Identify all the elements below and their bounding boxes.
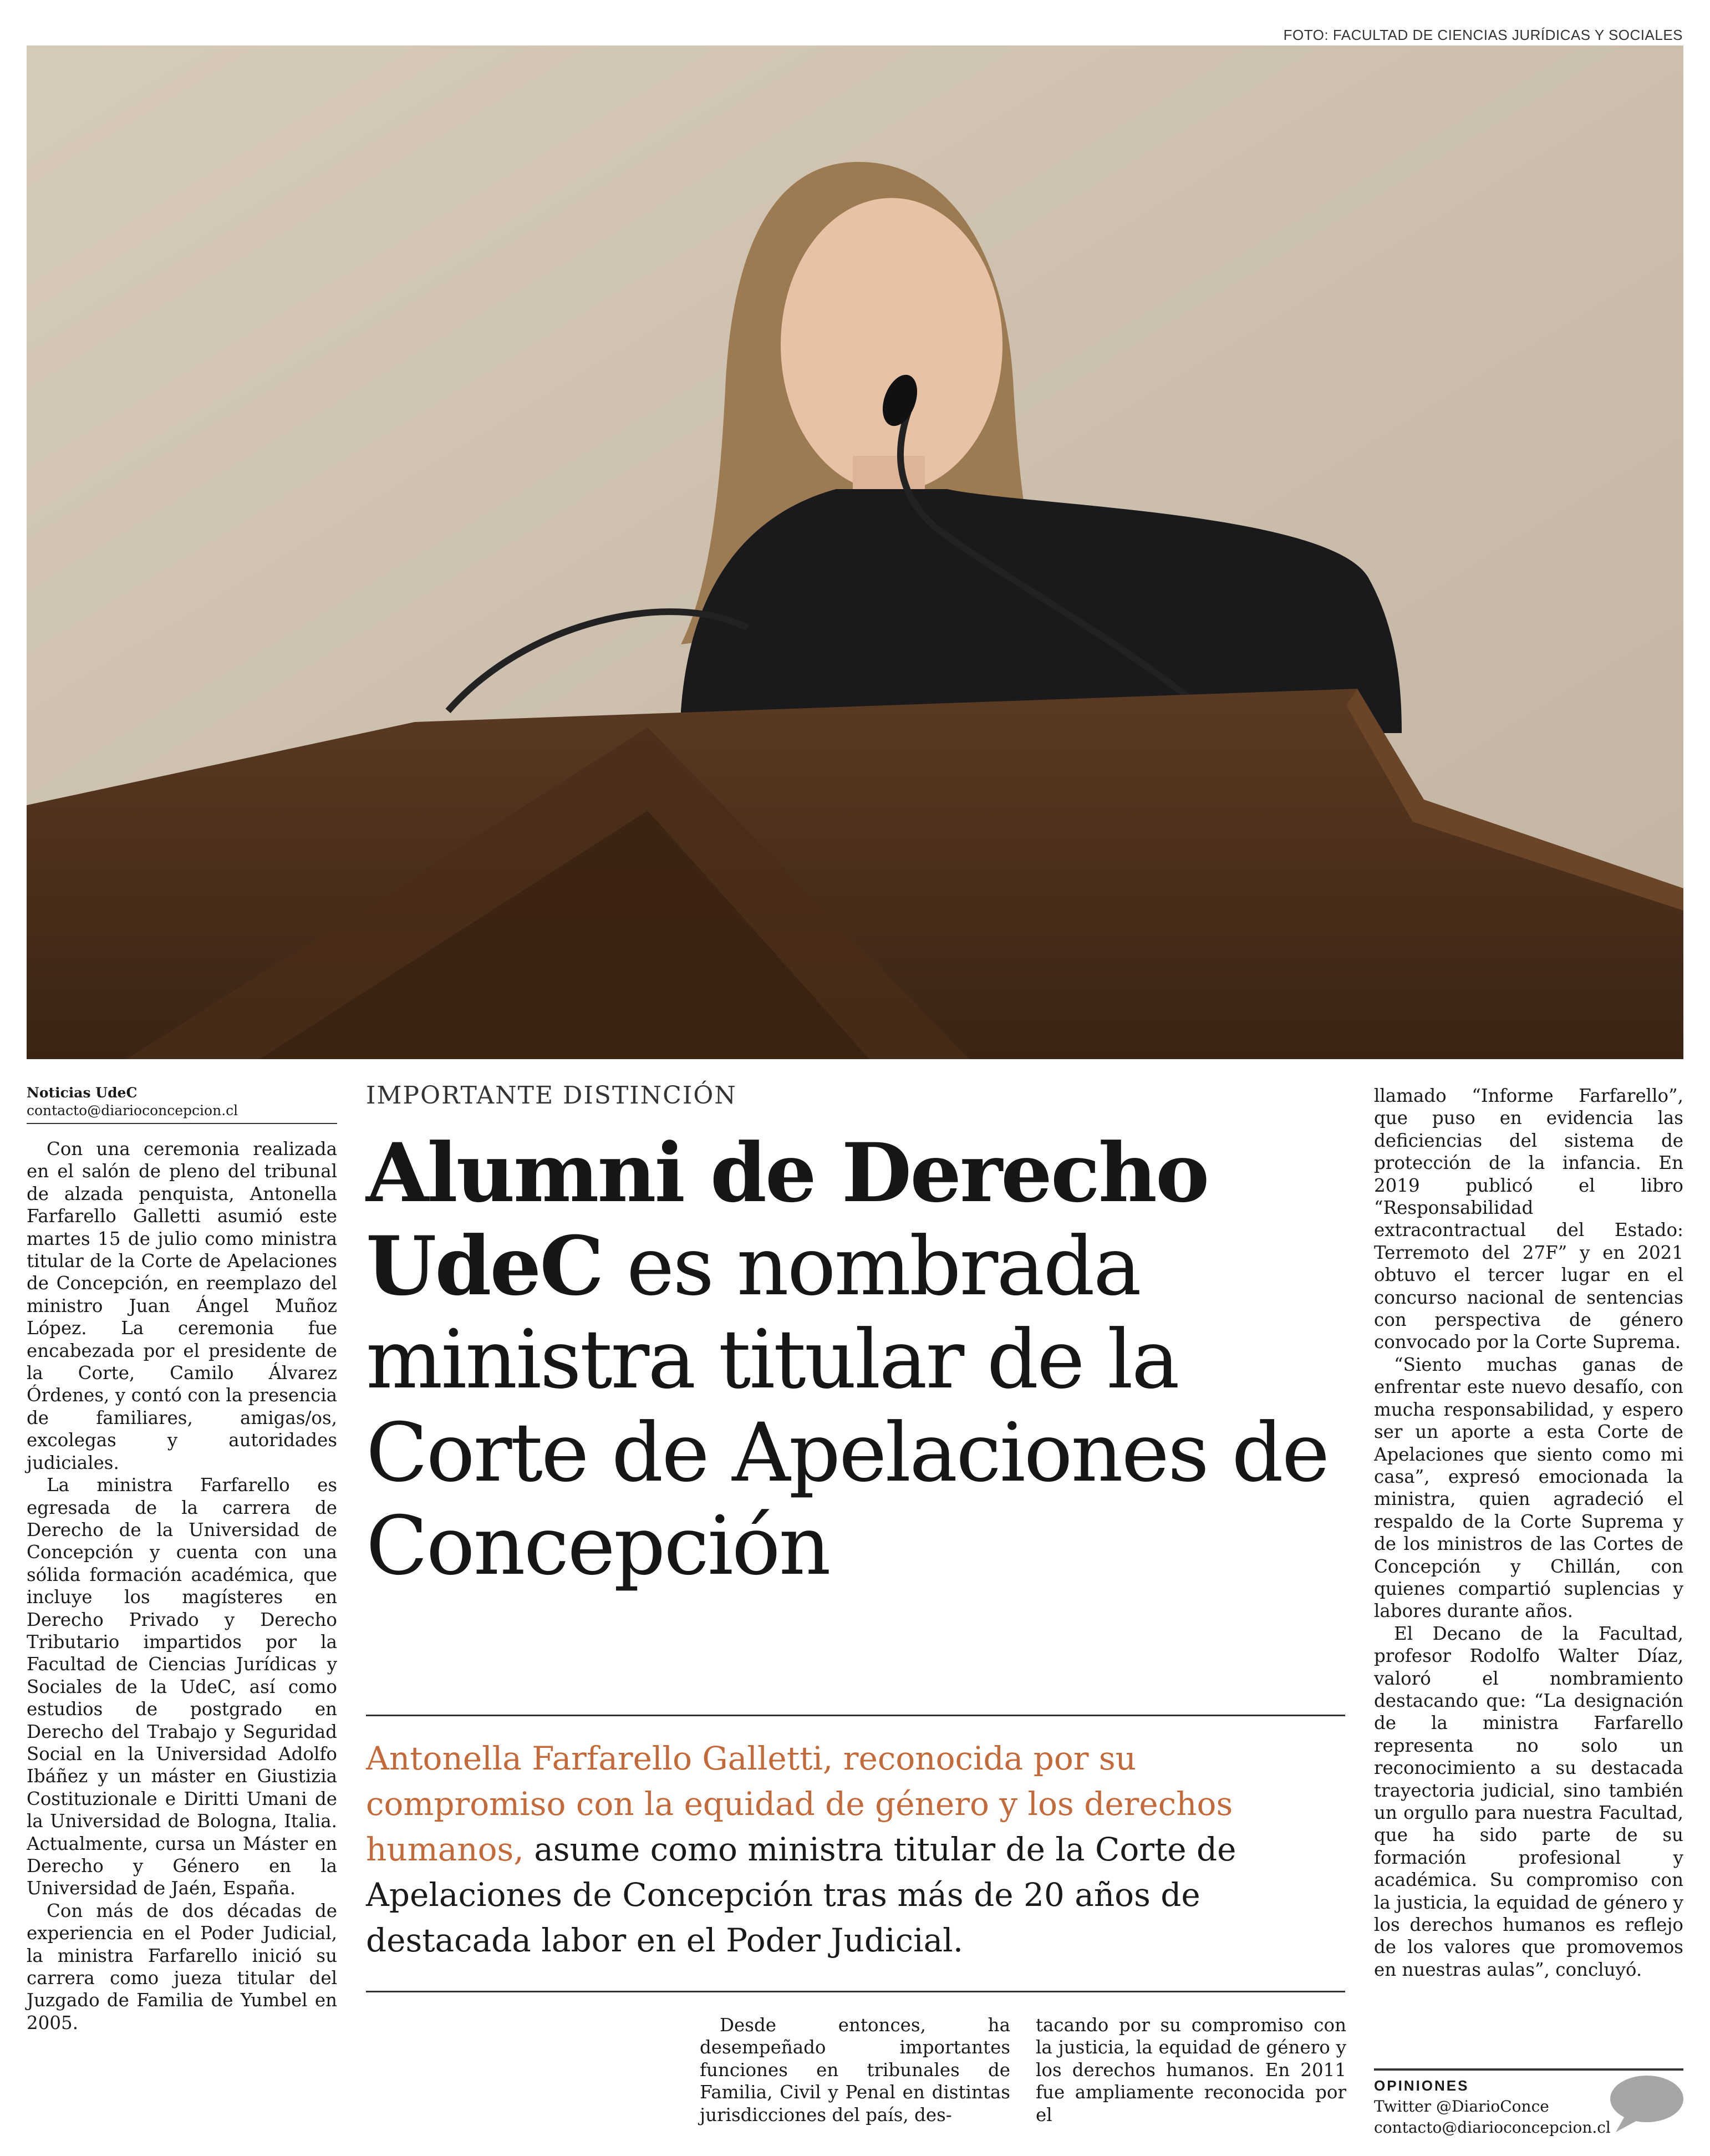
opinions-label: OPINIONES [1374, 2077, 1469, 2094]
paragraph: “Siento muchas ganas de enfrentar este nuevo desafío, con mucha responsabilidad, y espero ser un aporte a esta Corte de Apelaciones que siento como mi casa”, expresó emocionada la ministra, quien agradeció el respaldo de la Corte Suprema y de los ministros de las Cortes de Concepción y Chillán, con quienes compartió suplencias y labores durante años. [1374, 1354, 1683, 1622]
article-headline [366, 1127, 1342, 1593]
photo-credit: FOTO: FACULTAD DE CIENCIAS JURÍDICAS Y SOCIALES [1283, 27, 1683, 43]
paragraph: Con más de dos décadas de experiencia en el Poder Judicial, la ministra Farfarello inició su carrera como jueza titular del Juzgado de Familia de Yumbel en 2005. [27, 1900, 337, 2033]
opinions-rule [1374, 2068, 1683, 2071]
article-lead [366, 1736, 1342, 1963]
paragraph: llamado “Informe Farfarello”, que puso en evidencia las deficiencias del sistema de protección de la infancia. En 2019 publicó el libro “Responsabilidad extracontractual del Estado: Terremoto del 27F” y en 2021 obtuvo el tercer lugar en el concurso nacional de sentencias con perspectiva de género convocado por la Corte Suprema. [1374, 1085, 1683, 1353]
article-column-2 [700, 2014, 1010, 2126]
speech-bubble-icon [1604, 2071, 1687, 2135]
paragraph: tacando por su compromiso con la justicia, la equidad de género y los derechos humanos. En 2011 fue ampliamente reconocida por el [1036, 2015, 1346, 2126]
speaker-at-podium-illustration [27, 45, 1683, 1059]
opinions-email[interactable]: contacto@diarioconcepcion.cl [1374, 2118, 1611, 2137]
headline-bold: Alumni de Derecho UdeC [366, 1126, 1208, 1314]
article-column-3 [1036, 2014, 1346, 2126]
lead-bottom-rule [366, 1991, 1345, 1992]
article-column-1 [27, 1138, 337, 2034]
paragraph: Desde entonces, ha desempeñado importantes funciones en tribunales de Familia, Civil y Penal en distintas jurisdicciones del país, des- [700, 2015, 1010, 2126]
byline-section: Noticias UdeC [27, 1085, 138, 1101]
article-photo [27, 45, 1683, 1059]
byline-email: contacto@diarioconcepcion.cl [27, 1102, 238, 1118]
article-column-4 [1374, 1085, 1683, 1981]
article-kicker: IMPORTANTE DISTINCIÓN [366, 1081, 737, 1110]
paragraph: El Decano de la Facultad, profesor Rodolfo Walter Díaz, valoró el nombramiento destacando que: “La designación de la ministra Farfarello representa no solo un reconocimiento a su destacada trayectoria judicial, sino también un orgullo para nuestra Facultad, que ha sido parte de su formación profesional y académica. Su compromiso con la justicia, la equidad de género y los derechos humanos es reflejo de los valores que promovemos en nuestras aulas”, concluyó. [1374, 1623, 1683, 1980]
byline-rule [27, 1123, 337, 1124]
paragraph: La ministra Farfarello es egresada de la carrera de Derecho de la Universidad de Concepción y cuenta con una sólida formación académica, que incluye los magísteres en Derecho Privado y Derecho Tributario impartidos por la Facultad de Ciencias Jurídicas y Sociales de la UdeC, así como estudios de postgrado en Derecho del Trabajo y Seguridad Social en la Universidad Adolfo Ibáñez y un máster en Giustizia Costituzionale e Diritti Umani de la Universidad de Bologna, Italia. Actualmente, cursa un Máster en Derecho y Género en la Universidad de Jaén, España. [27, 1474, 337, 1899]
headline-regular: es nombrada ministra titular de la Corte de Apelaciones de Concepción [366, 1219, 1329, 1593]
lead-top-rule [366, 1715, 1345, 1716]
opinions-twitter[interactable]: Twitter @DiarioConce [1374, 2097, 1549, 2116]
lead-highlight: Antonella Farfarello Galletti, reconocida por su compromiso con la equidad de género y los derechos humanos, [366, 1740, 1233, 1868]
lead-rest: asume como ministra titular de la Corte de Apelaciones de Concepción tras más de 20 años de destacada labor en el Poder Judicial. [366, 1830, 1236, 1959]
paragraph: Con una ceremonia realizada en el salón de pleno del tribunal de alzada penquista, Antonella Farfarello Galletti asumió este martes 15 de julio como ministra titular de la Corte de Apelaciones de Concepción, en reemplazo del ministro Juan Ángel Muñoz López. La ceremonia fue encabezada por el presidente de la Corte, Camilo Álvarez Órdenes, y contó con la presencia de familiares, amigas/os, excolegas y autoridades judiciales. [27, 1138, 337, 1473]
